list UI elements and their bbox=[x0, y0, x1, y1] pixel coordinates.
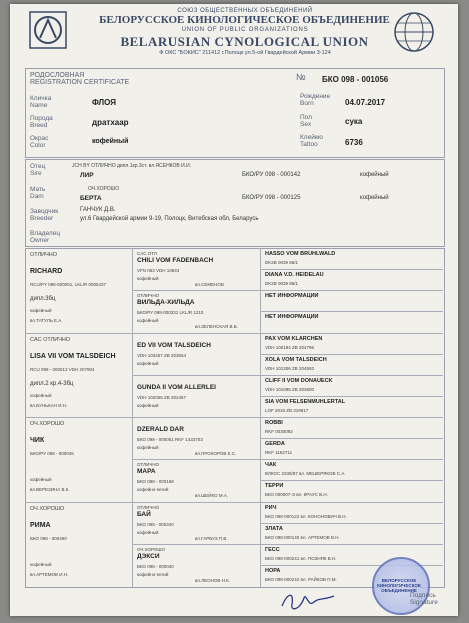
breed-label-ru: Порода bbox=[30, 115, 53, 122]
name-label-ru: Кличка bbox=[30, 95, 52, 102]
gen1-owner: вл.АРТЕМОВ И.Н. bbox=[30, 571, 69, 577]
sex-value: сука bbox=[345, 117, 363, 126]
breeder-label-ru: Заводчик bbox=[30, 208, 59, 215]
signature-icon bbox=[278, 588, 338, 614]
gen2-reg: БКО/РУ 098-000331 LKL/R 1210 bbox=[137, 310, 204, 316]
gen2-owner: вл.СЕМЕНОВ bbox=[195, 282, 224, 287]
gen3-name: ЧАК bbox=[265, 462, 277, 469]
gen2-grade: ОЧ.ХОРОШО bbox=[137, 546, 166, 552]
gen2-reg: VDH 103457 ZB 203654 bbox=[137, 352, 187, 358]
gen3-name: НЕТ ИНФОРМАЦИИ bbox=[265, 293, 319, 300]
sex-label-en: Sex bbox=[300, 121, 312, 128]
gen3-name: GERDA bbox=[265, 441, 285, 448]
dam-label-ru: Мать bbox=[30, 186, 46, 193]
sire-reg: БКО/РУ 098 - 000142 bbox=[242, 172, 301, 178]
header-address: Ф ОКС "БОКИС" 211412 г.Полоцк ул.5-ой Гвардейской Армии 3-124 bbox=[159, 50, 331, 56]
gen2-reg: БКО 098 - 000340 bbox=[137, 521, 174, 527]
born-label-en: Born bbox=[300, 100, 314, 107]
gen2-owner: вл.ШЕЙКО М.А. bbox=[195, 493, 229, 499]
breeder-name: ГАНЧУК Д.В. bbox=[80, 207, 116, 213]
gen1-name: РИМА bbox=[30, 521, 51, 529]
gen2-owner: вл.ПРОХОРОВ Е.С. bbox=[195, 451, 237, 456]
gen2-name: МАРА bbox=[137, 468, 156, 476]
owner-label-en: Owner bbox=[30, 237, 50, 244]
gen2-color: кофейный bbox=[137, 276, 159, 281]
gen2-name: ДЭКСИ bbox=[137, 552, 160, 560]
gen2-name: БАЙ bbox=[137, 510, 151, 518]
gen2-name: ED VII VOM TALSDEICH bbox=[137, 341, 211, 349]
gen3-reg: DK2B 0039 86/1 bbox=[265, 260, 299, 265]
signature-label-en: Signature bbox=[410, 599, 438, 606]
gen3-name: CLIFF II VOM DONAUECK bbox=[265, 377, 333, 384]
signature-label-ru: Подпись bbox=[410, 592, 436, 599]
gen2-name: GUNDA II VOM ALLERLEI bbox=[137, 383, 216, 391]
gen1-owner: вл.БУНЬКАН И.Н. bbox=[30, 402, 68, 408]
gen3-reg: VDH 101095 ZB 203600 bbox=[265, 386, 315, 392]
breeder-address: ул.6 Гвардейской армии 9-19, Полоцк, Витебская обл, Беларусь bbox=[80, 216, 259, 222]
gen1-owner: вл.ТАТУЛЬ Е.А. bbox=[30, 318, 63, 323]
gen3-name: ЗЛАТА bbox=[265, 525, 283, 532]
sire-label-en: Sire bbox=[30, 170, 42, 177]
gen2-reg: БКО 098 - 000040 bbox=[137, 563, 174, 569]
header-title-en: BELARUSIAN CYNOLOGICAL UNION bbox=[120, 34, 369, 49]
gen3-name: НОРА bbox=[265, 567, 281, 574]
color-label-ru: Окрас bbox=[30, 135, 49, 142]
born-date: 04.07.2017 bbox=[345, 98, 386, 107]
gen3-reg: БКО 098-000122 вл. КОНОНОВИЧ В.Н. bbox=[265, 513, 347, 519]
breeder-label-en: Breeder bbox=[30, 215, 54, 222]
gen1-reg: БКО/РУ 098 - 000045 bbox=[30, 451, 74, 456]
gen2-color: кофейный bbox=[137, 529, 159, 535]
gen1-reg: БКО 098 - 000490 bbox=[30, 535, 67, 541]
gen2-color: кофейный bbox=[137, 445, 159, 450]
gen3-reg: VDH 100194 ZB 204796 bbox=[265, 344, 315, 350]
gen2-reg: VFN 063 VDH 10843 bbox=[137, 268, 180, 273]
gen2-owner: вл.ЛЕОНОВ Н.К. bbox=[195, 577, 230, 583]
certificate-title-en: REGISTRATION CERTIFICATE bbox=[30, 79, 130, 86]
sire-color: кофейный bbox=[360, 172, 389, 178]
gen1-owner: вл.ВЕРЕЗИНА В.К. bbox=[30, 487, 70, 492]
gen3-reg: DK2B 0039 86/1 bbox=[265, 281, 299, 287]
globe-logo-icon bbox=[392, 10, 436, 54]
color-value: кофейный bbox=[92, 138, 129, 145]
gen3-name: ГЕСС bbox=[265, 546, 280, 553]
header-top-line: СОЮЗ ОБЩЕСТВЕННЫХ ОБЪЕДИНЕНИЙ bbox=[177, 8, 313, 14]
gen1-color: кофейный bbox=[30, 477, 52, 482]
gen1-name: LISA VII VOM TALSDEICH bbox=[30, 352, 116, 360]
dam-reg: БКО/РУ 098 - 000125 bbox=[242, 195, 301, 201]
gen2-name: DZERALD DAR bbox=[137, 426, 184, 433]
gen3-reg: LOF 2015 ZB 319917 bbox=[265, 407, 309, 413]
gen2-grade: ОТЛИЧНО bbox=[137, 293, 160, 299]
gen3-name: SIA VOM FELSENMUHLERTAL bbox=[265, 398, 346, 405]
sex-label-ru: Пол bbox=[300, 114, 312, 121]
gen1-name: ЧИК bbox=[30, 437, 45, 444]
gen1-extra: дипл.3бц bbox=[30, 296, 56, 302]
stamp-text: ВЕЛОРУССКОЕ КИНОЛОГИЧЕСКОЕ ОБЪЕДИНЕНИЕ bbox=[377, 578, 421, 593]
dam-color: кофейный bbox=[360, 195, 389, 201]
gen1-grade: ОЧ.ХОРОШО bbox=[30, 505, 65, 512]
bko-logo-icon bbox=[28, 10, 68, 50]
gen1-grade: ОТЛИЧНО bbox=[30, 252, 57, 258]
gen2-name: ВИЛЬДА-ХИЛЬДА bbox=[137, 299, 195, 307]
gen3-reg: БКО 098-000241 вл. ПОЗНЯК В.Н. bbox=[265, 555, 337, 561]
breed-label-en: Breed bbox=[30, 122, 48, 129]
tattoo-label-en: Tattoo bbox=[300, 141, 318, 148]
gen2-color: кофейно-пегий bbox=[137, 487, 169, 493]
tattoo-value: 6736 bbox=[345, 138, 363, 147]
sire-name: ЛИР bbox=[80, 172, 94, 179]
gen3-reg: RKF 1182711 bbox=[265, 450, 293, 456]
gen2-color: кофейный bbox=[137, 360, 159, 366]
gen3-name: XOLA VOM TALSDEICH bbox=[265, 356, 327, 363]
sire-titles: JCH BY ОТЛИЧНО дипл.1кр.3ст. вл.ЯСЕНКОВ И.И. bbox=[72, 163, 192, 169]
dam-titles: ОЧ.ХОРОШО bbox=[88, 186, 120, 192]
gen1-reg: RCU 098 - 000513 VDH 207904 bbox=[30, 366, 95, 372]
gen2-owner: вл.ГАРБУЗ П.В. bbox=[195, 535, 228, 541]
header-title-ru: БЕЛОРУССКОЕ КИНОЛОГИЧЕСКОЕ ОБЪЕДИНЕНИЕ bbox=[99, 14, 390, 26]
gen3-reg: БКО 000007-Э вл. КРАУС В.Н. bbox=[265, 492, 328, 498]
gen3-reg: RKF 0030092 bbox=[265, 429, 293, 434]
dog-name: ФЛОЯ bbox=[92, 98, 117, 107]
gen3-reg: БКО 098-000242 вл. РАЙКОВ П.М. bbox=[265, 576, 337, 582]
gen1-color: кофейный bbox=[30, 392, 52, 398]
gen2-reg: БКО 098 - 000061 RKF 1433703 bbox=[137, 437, 203, 442]
gen1-reg: RCU/PY 098-000051, LKL/R 0005437 bbox=[30, 282, 106, 287]
gen1-name: RICHARD bbox=[30, 268, 63, 275]
gen2-reg: VDH 102055 ZB 202467 bbox=[137, 394, 187, 400]
gen2-color: кофейно-пегий bbox=[137, 571, 169, 577]
certificate-number: БКО 098 - 001056 bbox=[322, 75, 389, 84]
gen2-color: кофейный bbox=[137, 402, 159, 408]
gen2-color: кофейный bbox=[137, 318, 159, 324]
gen3-reg: БКО 098-000140 вл. АРТЕМОВ В.Н. bbox=[265, 534, 340, 540]
gen3-name: DIANA V.D. HEIDELAU bbox=[265, 272, 324, 279]
gen3-name: ТЕРРИ bbox=[265, 483, 284, 490]
gen2-reg: БКО 098 - 000168 bbox=[137, 479, 174, 485]
gen3-name: HASSO VOM BRUHLWALD bbox=[265, 251, 336, 257]
gen3-name: НЕТ ИНФОРМАЦИИ bbox=[265, 314, 319, 321]
pedigree-certificate bbox=[10, 4, 458, 616]
gen1-grade: ОЧ.ХОРОШО bbox=[30, 421, 65, 427]
gen3-name: PAX VOM KLARCHEN bbox=[265, 335, 323, 342]
owner-label-ru: Владелец bbox=[30, 230, 61, 237]
gen2-name: CHILI VOM FADENBACH bbox=[137, 257, 214, 264]
breed-value: дратхаар bbox=[92, 118, 129, 127]
gen1-color: кофейный bbox=[30, 561, 52, 567]
gen1-color: кофейный bbox=[30, 308, 52, 313]
gen2-grade: CAC ОТЛ bbox=[137, 251, 157, 256]
gen3-name: РИЧ bbox=[265, 504, 277, 511]
gen2-grade: ОТЛИЧНО bbox=[137, 462, 160, 468]
gen1-grade: CAC ОТЛИЧНО bbox=[30, 336, 71, 343]
gen2-grade: ОТЛИЧНО bbox=[137, 504, 160, 510]
gen3-name: ROBBI bbox=[265, 420, 283, 426]
gen3-reg: VDH 101306 ZB 204593 bbox=[265, 365, 315, 371]
dam-label-en: Dam bbox=[30, 193, 44, 200]
sire-label-ru: Отец bbox=[30, 163, 46, 170]
gen2-owner: вл.ЗЕЛЕНСКАЯ В.Б. bbox=[195, 324, 238, 330]
name-label-en: Name bbox=[30, 102, 48, 109]
dam-name: БЕРТА bbox=[80, 195, 102, 202]
tattoo-label-ru: Клеймо bbox=[300, 134, 323, 141]
born-label-ru: Рождение bbox=[300, 93, 331, 100]
certificate-title-ru: РОДОСЛОВНАЯ bbox=[30, 72, 85, 79]
gen3-reg: ВЛКОС 2338/87 вл. МЕШЕРЯКОВ С.А. bbox=[265, 471, 346, 477]
color-label-en: Color bbox=[30, 142, 46, 149]
number-label: № bbox=[296, 72, 306, 82]
header-union-line: UNION OF PUBLIC ORGANIZATIONS bbox=[181, 27, 309, 33]
gen1-extra: дипл.2 кр.4-3бц bbox=[30, 380, 74, 387]
